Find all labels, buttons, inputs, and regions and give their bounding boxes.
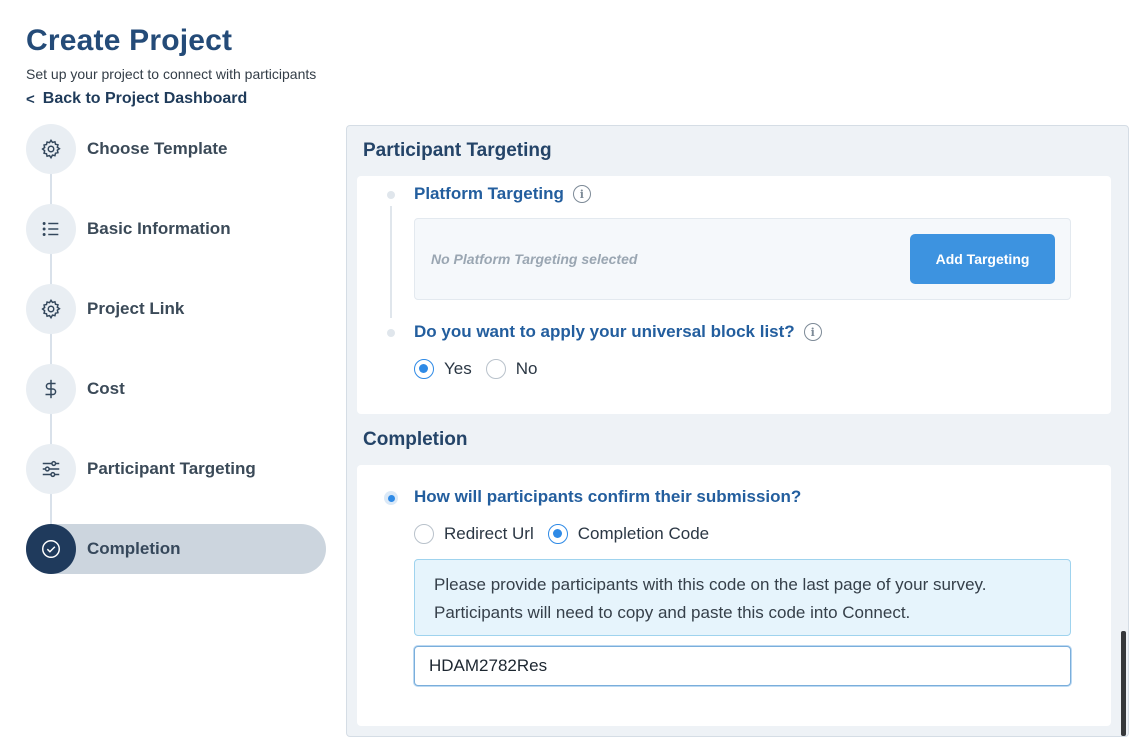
radio-label: Yes bbox=[444, 359, 472, 378]
radio-indicator[interactable] bbox=[414, 524, 434, 544]
info-icon[interactable]: i bbox=[573, 185, 591, 203]
step-project-link[interactable] bbox=[26, 284, 326, 334]
radio-label: Redirect Url bbox=[444, 524, 534, 543]
info-icon[interactable]: i bbox=[804, 323, 822, 341]
blocklist-radio-group bbox=[414, 359, 551, 379]
gear-icon bbox=[26, 284, 76, 334]
blocklist-question-label bbox=[414, 322, 822, 342]
radio-label: Completion Code bbox=[577, 524, 710, 543]
info-line-2: Participants will need to copy and paste this code into Connect. bbox=[434, 603, 911, 622]
radio-selected-indicator[interactable] bbox=[414, 359, 434, 379]
platform-targeting-box bbox=[414, 218, 1071, 300]
step-label: Cost bbox=[87, 379, 125, 398]
redirect-url-radio[interactable] bbox=[414, 524, 534, 544]
info-line-1: Please provide participants with this code on the last page of your survey. bbox=[434, 575, 987, 594]
confirmation-question-text: How will participants confirm their submission? bbox=[414, 487, 802, 506]
radio-indicator[interactable] bbox=[486, 359, 506, 379]
back-to-dashboard-link[interactable] bbox=[26, 90, 247, 108]
dollar-icon bbox=[26, 364, 76, 414]
scrollbar[interactable] bbox=[1121, 631, 1126, 736]
step-cost[interactable] bbox=[26, 364, 326, 414]
platform-targeting-text: Platform Targeting bbox=[414, 184, 564, 203]
step-label: Participant Targeting bbox=[87, 459, 256, 478]
blocklist-no-radio[interactable] bbox=[486, 359, 538, 379]
platform-targeting-label bbox=[414, 184, 591, 204]
radio-label: No bbox=[515, 359, 538, 378]
back-link-label: Back to Project Dashboard bbox=[42, 90, 248, 107]
radio-selected-indicator[interactable] bbox=[548, 524, 568, 544]
confirmation-question-label bbox=[414, 487, 801, 507]
question-marker-active bbox=[384, 491, 398, 505]
step-label: Project Link bbox=[87, 299, 185, 318]
completion-code-input[interactable] bbox=[414, 646, 1071, 686]
list-icon bbox=[26, 204, 76, 254]
step-completion[interactable] bbox=[26, 524, 326, 574]
no-targeting-text: No Platform Targeting selected bbox=[431, 251, 638, 267]
section-title-targeting: Participant Targeting bbox=[363, 140, 552, 161]
question-marker bbox=[387, 191, 395, 199]
step-label: Choose Template bbox=[87, 139, 228, 158]
blocklist-yes-radio[interactable] bbox=[414, 359, 472, 379]
sliders-icon bbox=[26, 444, 76, 494]
page-subtitle: Set up your project to connect with participants bbox=[26, 66, 317, 82]
step-choose-template[interactable] bbox=[26, 124, 326, 174]
section-title-completion: Completion bbox=[363, 429, 468, 450]
completion-code-info bbox=[414, 559, 1071, 636]
add-targeting-button[interactable]: Add Targeting bbox=[910, 234, 1055, 284]
gear-icon bbox=[26, 124, 76, 174]
chevron-left-icon: < bbox=[26, 90, 35, 108]
project-form-panel bbox=[346, 125, 1129, 737]
step-participant-targeting[interactable] bbox=[26, 444, 326, 494]
check-circle-icon bbox=[26, 524, 76, 574]
step-basic-information[interactable] bbox=[26, 204, 326, 254]
question-connector bbox=[390, 206, 392, 318]
page-title: Create Project bbox=[26, 24, 233, 57]
completion-code-radio[interactable] bbox=[548, 524, 709, 544]
completion-card bbox=[357, 465, 1111, 726]
step-label: Completion bbox=[87, 539, 181, 558]
step-label: Basic Information bbox=[87, 219, 231, 238]
confirmation-radio-group bbox=[414, 524, 723, 544]
targeting-card bbox=[357, 176, 1111, 414]
question-marker bbox=[387, 329, 395, 337]
blocklist-question-text: Do you want to apply your universal block list? bbox=[414, 322, 795, 341]
